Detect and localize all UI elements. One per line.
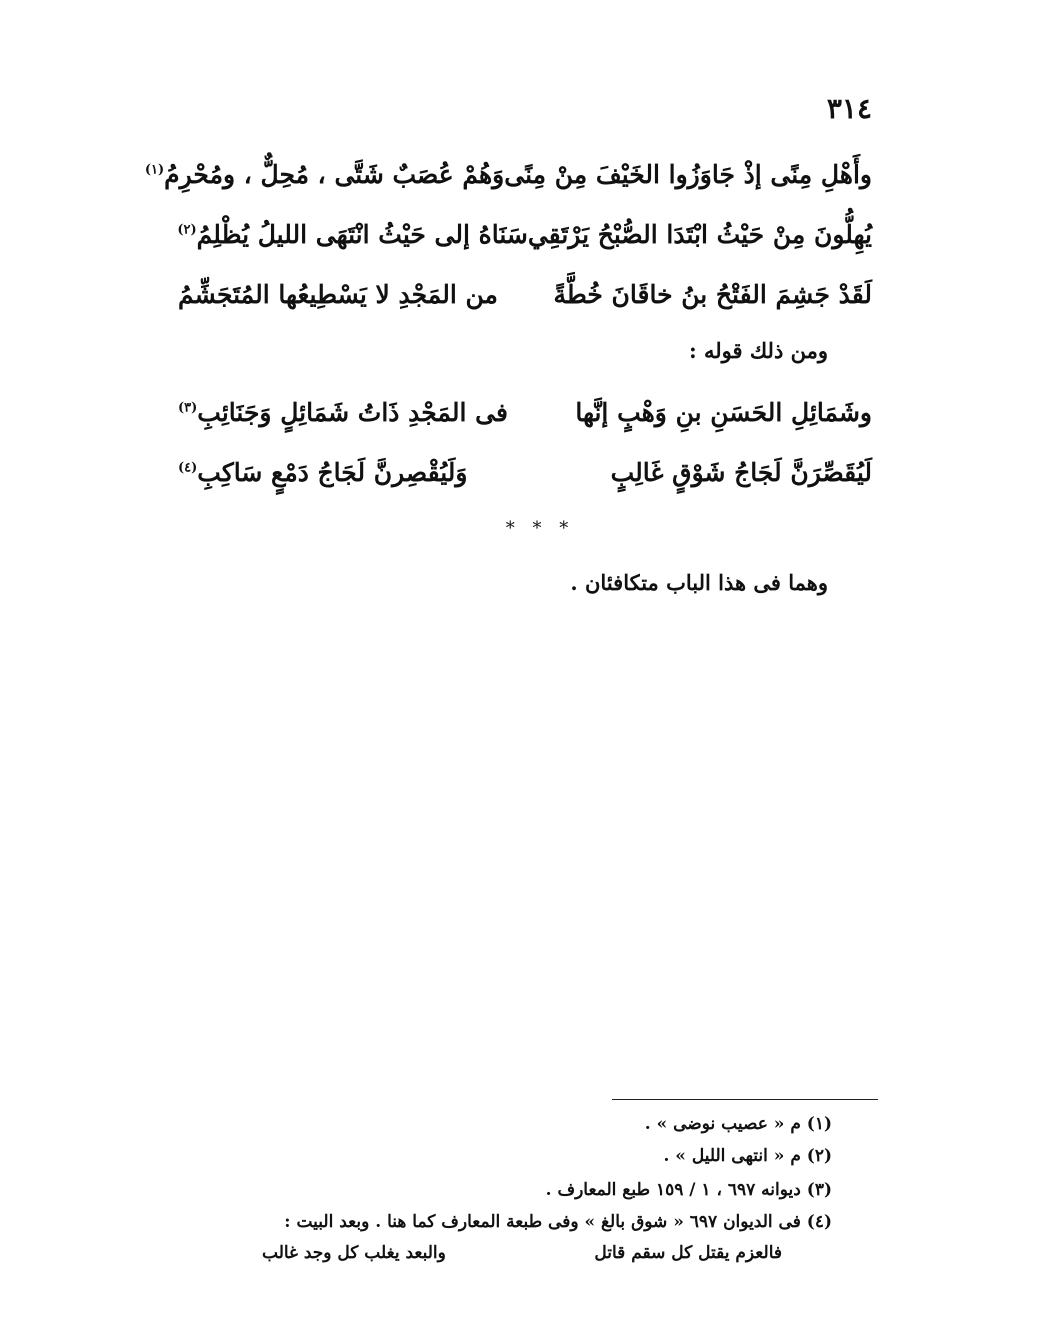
verse-second-hemistich <box>178 398 508 427</box>
verse-line <box>178 206 872 262</box>
footnote-marker: (١) <box>144 162 165 178</box>
footnote: (١) م « عصيب نوضى » . <box>644 1114 832 1134</box>
footnote-rule <box>612 1099 878 1100</box>
page-number: ٣١٤ <box>826 92 872 125</box>
verse-second-hemistich <box>178 280 498 309</box>
footnote: (٢) م « انتهى الليل » . <box>663 1146 832 1166</box>
intro-line: ومن ذلك قوله : <box>688 338 828 363</box>
verse-line <box>178 384 872 440</box>
hemistich-text: فى المَجْدِ ذَاتُ شَمَائِلٍ وَجَنَائِبِ <box>197 397 508 427</box>
hemistich-text: سَنَاهُ إلى حَيْثُ انْتَهَى الليلُ يُظْلِمُ <box>196 219 528 249</box>
verse-first-hemistich: وأَهْلِ مِنًى إذْ جَاوَزُوا الخَيْفَ مِنْ مِنًى <box>504 159 872 189</box>
hemistich-text: وَلَيُقْصِرنَّ لَجَاجُ دَمْعٍ سَاكِبِ <box>197 457 468 487</box>
verse-second-hemistich <box>145 160 504 189</box>
verse-line <box>178 444 872 500</box>
verse-line <box>144 146 872 202</box>
verse-first-hemistich: يُهِلُّونَ مِنْ حَيْثُ ابْتَدَا الصُّبْحُ يَرْتَقِي <box>527 219 872 249</box>
closing-line: وهما فى هذا الباب متكافئان . <box>570 570 828 595</box>
footnote: (٤) فى الديوان ٦٩٧ « شوق بالغ » وفى طبعة المعارف كما هنا . وبعد البيت : <box>284 1212 832 1232</box>
verse-first-hemistich: وشَمَائِلِ الحَسَنِ بنِ وَهْبٍ إنَّها <box>575 397 872 427</box>
hemistich-text: من المَجْدِ لا يَسْطِيعُها المُتَجَشِّمُ <box>178 279 498 309</box>
footnote-marker: (٣) <box>178 400 198 416</box>
footnote: (٣) ديوانه ٦٩٧ ، ١ / ١٥٩ طبع المعارف . <box>545 1180 832 1200</box>
hemistich-text: وَهُمْ عُصَبٌ شَتَّى ، مُحِلٌّ ، ومُحْرِمُ <box>164 159 505 189</box>
footnote-marker: (٢) <box>177 222 197 238</box>
footnote-verse-second: والبعد يغلب كل وجد غالب <box>262 1243 446 1263</box>
footnote-marker: (٤) <box>178 460 198 476</box>
verse-line <box>178 266 872 322</box>
verse-second-hemistich <box>177 220 527 249</box>
footnote-verse <box>262 1243 782 1263</box>
verse-second-hemistich <box>178 458 467 487</box>
footnote-verse-first: فالعزم يقتل كل سقم قاتل <box>594 1243 782 1263</box>
verse-first-hemistich: لَقَدْ جَشِمَ الفَتْحُ بنُ خاقَانَ خُطَّةً <box>553 279 872 309</box>
verse-first-hemistich: لَيُقَصِّرَنَّ لَجَاجُ شَوْقٍ غَالِبٍ <box>610 457 872 487</box>
section-separator: * * * <box>505 518 575 539</box>
